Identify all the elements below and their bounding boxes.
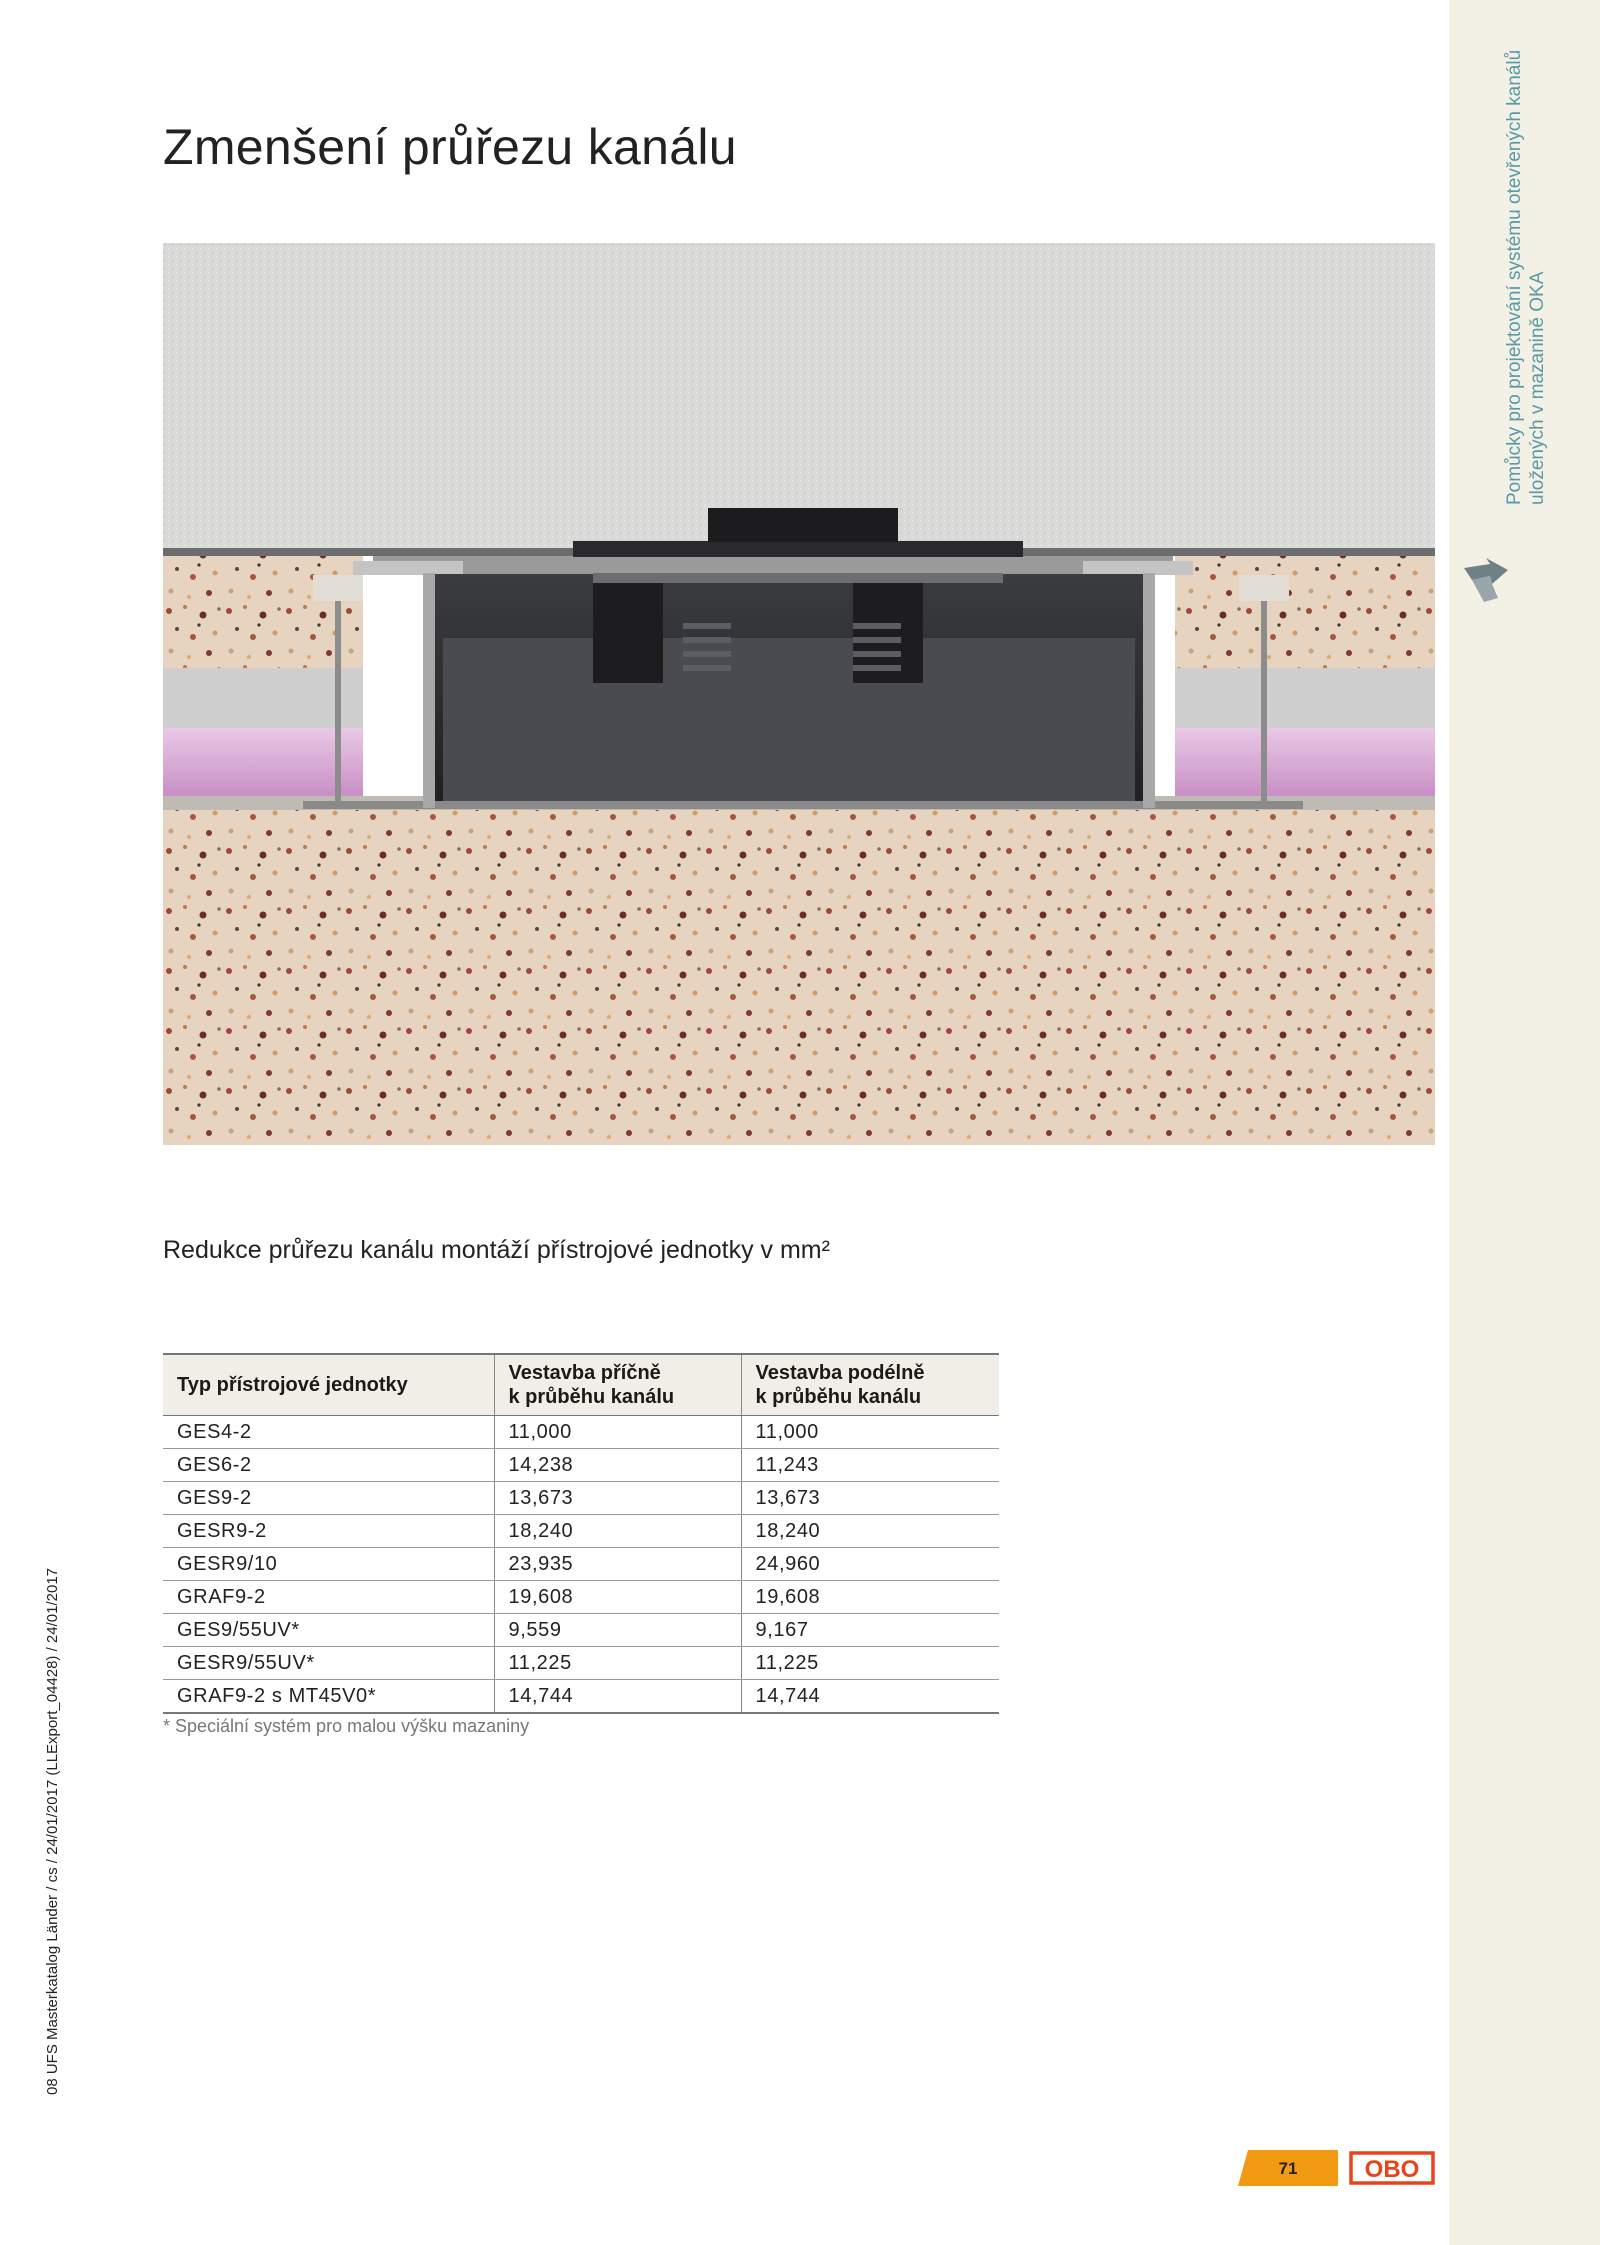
print-metadata: 08 UFS Masterkatalog Länder / cs / 24/01/2017 (LLExport_04428) / 24/01/2017 (44, 1567, 61, 2095)
cell-along: 11,000 (741, 1416, 999, 1449)
cell-along: 9,167 (741, 1614, 999, 1647)
svg-text:OBO: OBO (1364, 2156, 1420, 2183)
cell-cross: 14,744 (494, 1680, 741, 1714)
section-caption-line-2: uložených v mazanině OKA (1527, 271, 1548, 505)
cell-along: 11,225 (741, 1647, 999, 1680)
cell-cross: 9,559 (494, 1614, 741, 1647)
floor-duct-cross-section-image (163, 243, 1435, 1145)
cell-type: GRAF9-2 (163, 1581, 494, 1614)
table-row (163, 1515, 999, 1548)
table-row (163, 1416, 999, 1449)
cell-cross: 13,673 (494, 1482, 741, 1515)
table-row (163, 1581, 999, 1614)
cell-type: GES4-2 (163, 1416, 494, 1449)
header-device-type: Typ přístrojové jednotky (163, 1354, 494, 1416)
section-caption (1503, 50, 1549, 505)
header-cross-line-2: k průběhu kanálu (508, 1386, 675, 1408)
cell-along: 11,243 (741, 1449, 999, 1482)
table-row (163, 1482, 999, 1515)
cell-type: GESR9/55UV* (163, 1647, 494, 1680)
cell-along: 13,673 (741, 1482, 999, 1515)
arrow-icon (1462, 558, 1510, 602)
table-row (163, 1449, 999, 1482)
cell-type: GESR9/10 (163, 1548, 494, 1581)
header-along-install (741, 1354, 999, 1416)
page-number: 71 (1278, 2159, 1298, 2178)
table-header-row (163, 1354, 999, 1416)
header-along-line-2: k průběhu kanálu (755, 1386, 922, 1408)
table-row (163, 1680, 999, 1714)
cell-along: 24,960 (741, 1548, 999, 1581)
cell-cross: 19,608 (494, 1581, 741, 1614)
cell-along: 14,744 (741, 1680, 999, 1714)
page-title: Zmenšení průřezu kanálu (163, 119, 737, 175)
cell-type: GESR9-2 (163, 1515, 494, 1548)
reduction-table (163, 1353, 999, 1714)
table-row (163, 1548, 999, 1581)
cell-type: GES6-2 (163, 1449, 494, 1482)
cell-cross: 23,935 (494, 1548, 741, 1581)
table-caption: Redukce průřezu kanálu montáží přístrojové jednotky v mm² (163, 1236, 830, 1264)
table-row (163, 1614, 999, 1647)
cell-along: 19,608 (741, 1581, 999, 1614)
section-caption-line-1: Pomůcky pro projektování systému otevřených kanálů (1504, 49, 1525, 505)
table-footnote: * Speciální systém pro malou výšku mazaniny (163, 1716, 530, 1736)
header-cross-install (494, 1354, 741, 1416)
cell-cross: 18,240 (494, 1515, 741, 1548)
obo-logo (1349, 2150, 1435, 2186)
cell-type: GES9-2 (163, 1482, 494, 1515)
cell-type: GES9/55UV* (163, 1614, 494, 1647)
cell-cross: 14,238 (494, 1449, 741, 1482)
table-row (163, 1647, 999, 1680)
header-cross-line-1: Vestavba příčně (508, 1362, 661, 1384)
cell-along: 18,240 (741, 1515, 999, 1548)
header-along-line-1: Vestavba podélně (755, 1362, 925, 1384)
cell-type: GRAF9-2 s MT45V0* (163, 1680, 494, 1714)
cell-cross: 11,225 (494, 1647, 741, 1680)
cell-cross: 11,000 (494, 1416, 741, 1449)
